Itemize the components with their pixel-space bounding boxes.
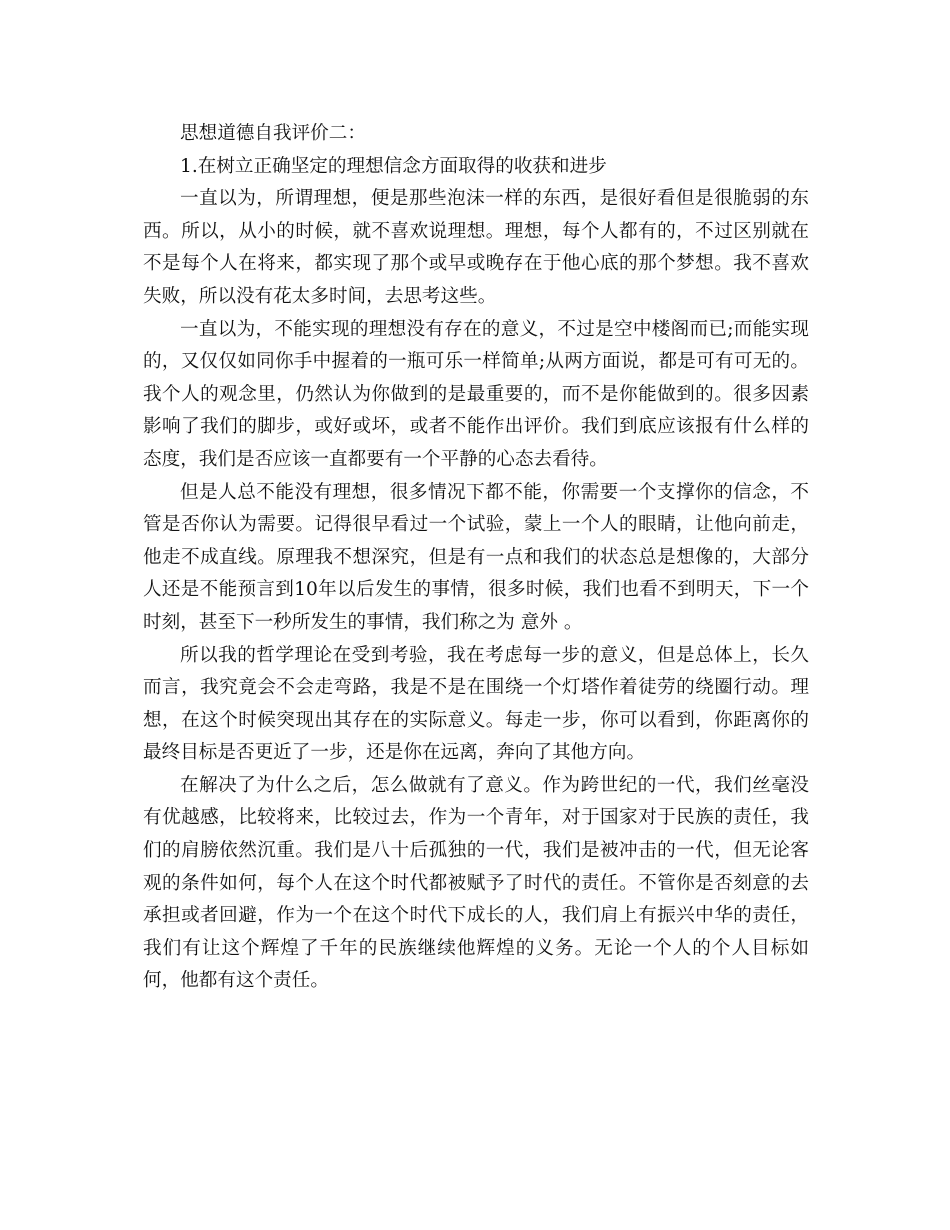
paragraph: 一直以为，所谓理想，便是那些泡沫一样的东西，是很好看但是很脆弱的东西。所以，从小的时候，就不喜欢说理想。理想，每个人都有的，不过区别就在不是每个人在将来，都实现了那个或早或晚存在于他心底的那个梦想。我不喜欢失败，所以没有花太多时间，去思考这些。: [143, 188, 809, 307]
paragraph: 所以我的哲学理论在受到考验，我在考虑每一步的意义，但是总体上，长久而言，我究竟会不会走弯路，我是不是在围绕一个灯塔作着徒劳的绕圈行动。理想，在这个时候突现出其存在的实际意义。每走一步，你可以看到，你距离你的最终目标是否更近了一步，还是你在远离，奔向了其他方向。: [143, 644, 809, 764]
section-title: 思想道德自我评价二：: [180, 123, 366, 144]
paragraph: 一直以为，不能实现的理想没有存在的意义，不过是空中楼阁而已;而能实现的，又仅仅如同你手中握着的一瓶可乐一样简单;从两方面说，都是可有可无的。我个人的观念里，仍然认为你做到的是最重要的，而不是你能做到的。很多因素影响了我们的脚步，或好或坏，或者不能作出评价。我们到底应该报有什么样的态度，我们是否应该一直都要有一个平静的心态去看待。: [143, 318, 809, 470]
paragraph: 但是人总不能没有理想，很多情况下都不能，你需要一个支撑你的信念，不管是否你认为需要。记得很早看过一个试验，蒙上一个人的眼睛，让他向前走，他走不成直线。原理我不想深究，但是有一点和我们的状态总是想像的，大部分人还是不能预言到10年以后发生的事情，很多时候，我们也看不到明天，下一个时刻，甚至下一秒所发生的事情，我们称之为 意外 。: [143, 481, 809, 633]
paragraph: 在解决了为什么之后，怎么做就有了意义。作为跨世纪的一代，我们丝毫没有优越感，比较将来，比较过去，作为一个青年，对于国家对于民族的责任，我们的肩膀依然沉重。我们是八十后孤独的一代，我们是被冲击的一代，但无论客观的条件如何，每个人在这个时代都被赋予了时代的责任。不管你是否刻意的去承担或者回避，作为一个在这个时代下成长的人，我们肩上有振兴中华的责任，我们有让这个辉煌了千年的民族继续他辉煌的义务。无论一个人的个人目标如何，他都有这个责任。: [143, 774, 809, 992]
document-body: [143, 118, 809, 998]
subsection-title: 1.在树立正确坚定的理想信念方面取得的收获和进步: [180, 155, 607, 177]
